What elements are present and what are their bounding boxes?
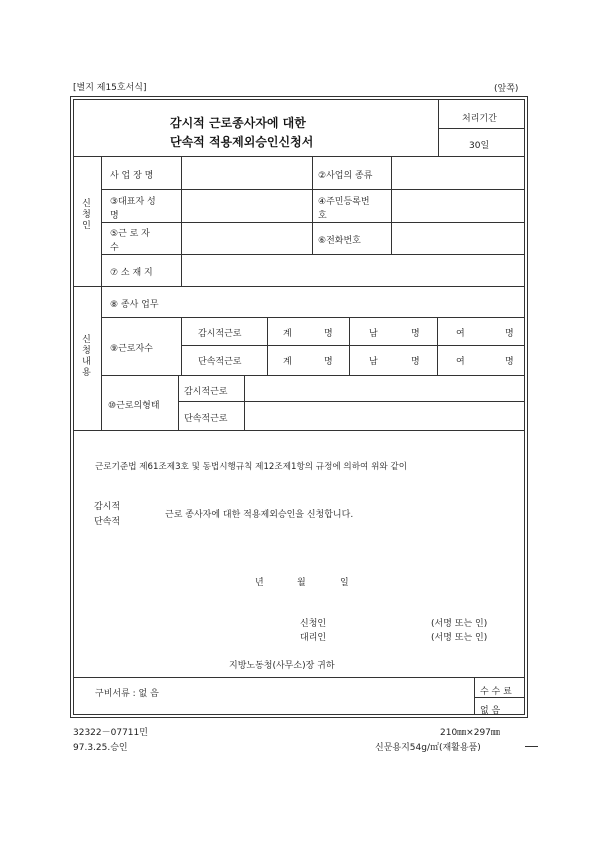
paper-type: 신문용지54g/㎡(재활용품): [375, 743, 481, 753]
work-form-intermittent-field[interactable]: [245, 402, 524, 430]
approval-date: 97.3.25.승인: [73, 743, 128, 753]
fee-value: 없 음: [480, 706, 501, 716]
applicant-sign-label: 신청인: [300, 619, 327, 629]
resident-no-label: ④주민등록번: [318, 197, 370, 207]
phone-field[interactable]: [392, 223, 524, 254]
applicant-section-label: 신청인: [80, 198, 90, 231]
footer-mark: [525, 746, 538, 747]
work-form-surveillance-field[interactable]: [245, 376, 524, 401]
rep-name-label-cont: 명: [110, 211, 119, 221]
work-form-label: ⑩근로의형태: [108, 401, 160, 411]
resident-no-label-cont: 호: [318, 211, 327, 221]
workers-label-cont: 수: [110, 243, 119, 253]
unit-label: 명: [411, 329, 420, 339]
unit-label: 명: [324, 357, 333, 367]
content-section-label: 신청내용: [80, 334, 90, 378]
date-year-label: 년: [255, 578, 264, 588]
agent-sign-label: 대리인: [300, 633, 327, 643]
paper-size: 210㎜×297㎜: [440, 728, 500, 738]
resident-no-field[interactable]: [392, 190, 524, 222]
address-field[interactable]: [182, 255, 524, 286]
row-type-label: 단속적근로: [198, 357, 242, 367]
rep-name-field[interactable]: [182, 190, 312, 222]
duty-label: ⑧ 종사 업무: [110, 300, 159, 310]
male-label: 남: [369, 357, 378, 367]
form-number: [별지 제15호서식]: [73, 83, 147, 93]
unit-label: 명: [411, 357, 420, 367]
fee-label: 수 수 료: [480, 687, 512, 697]
phone-label: ⑥전화번호: [318, 236, 361, 246]
date-month-label: 월: [297, 578, 306, 588]
duty-field[interactable]: [182, 287, 524, 317]
form-code: 32322－07711민: [73, 728, 148, 738]
applicant-sign-note: (서명 또는 인): [431, 619, 488, 629]
business-type-label: ②사업의 종류: [318, 171, 373, 181]
worker-count-label: ⑨근로자수: [110, 344, 153, 354]
business-type-field[interactable]: [392, 157, 524, 189]
option-surveillance[interactable]: 감시적: [94, 502, 121, 512]
date-day-label: 일: [340, 578, 349, 588]
female-label: 여: [456, 329, 465, 339]
female-label: 여: [456, 357, 465, 367]
processing-period-value: 30일: [469, 141, 490, 151]
workers-field[interactable]: [182, 223, 312, 254]
declaration-text-line1: 근로기준법 제61조제3호 및 동법시행규칙 제12조제1항의 규정에 의하여 위와 같이: [95, 462, 408, 472]
page-side: (앞쪽): [494, 84, 519, 94]
processing-period-label: 처리기간: [462, 114, 497, 124]
work-form-intermittent-label: 단속적근로: [184, 414, 228, 424]
agent-sign-note: (서명 또는 인): [431, 633, 488, 643]
work-form-surveillance-label: 감시적근로: [184, 387, 228, 397]
addressee: 지방노동청(사무소)장 귀하: [229, 661, 335, 671]
unit-label: 명: [505, 329, 514, 339]
declaration-text-line2: 근로 종사자에 대한 적용제외승인을 신청합니다.: [165, 510, 354, 520]
required-docs: 구비서류 : 없 음: [95, 689, 159, 699]
rep-name-label: ③대표자 성: [110, 197, 156, 207]
form-title-line2: 단속적 적용제외승인신청서: [170, 135, 314, 149]
option-intermittent[interactable]: 단속적: [94, 517, 121, 527]
business-name-field[interactable]: [182, 157, 312, 189]
unit-label: 명: [505, 357, 514, 367]
address-label: ⑦ 소 재 지: [110, 268, 153, 278]
unit-label: 명: [324, 329, 333, 339]
business-name-label: 사 업 장 명: [110, 171, 154, 181]
total-label: 계: [283, 329, 292, 339]
form-title-line1: 감시적 근로종사자에 대한: [170, 116, 306, 130]
row-type-label: 감시적근로: [198, 329, 242, 339]
total-label: 계: [283, 357, 292, 367]
workers-label: ⑤근 로 자: [110, 229, 150, 239]
male-label: 남: [369, 329, 378, 339]
